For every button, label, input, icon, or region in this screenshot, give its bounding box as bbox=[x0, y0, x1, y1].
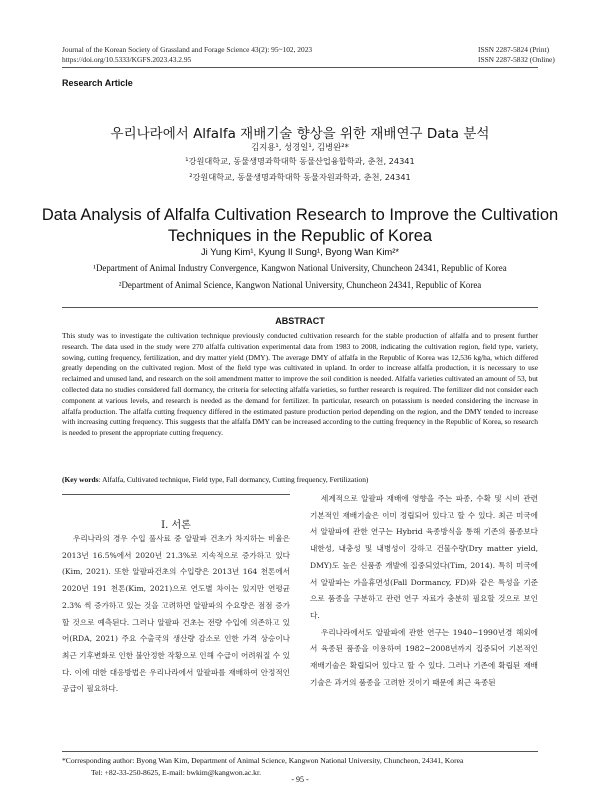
doi-link[interactable]: https://doi.org/10.5333/KGFS.2023.43.2.95 bbox=[62, 55, 192, 64]
abstract-text: This study was to investigate the cultivation technique previously conducted cultivation research for the stable production of alfalfa and to present further research. The data used in the study were 270 alfalfa cultivation experimental data from 1983 to 2008, indicating the cultivation region, field type, variety, sowing, cutting frequency, fertilization, and dry matter yield (DMY). The average DMY of alfalfa in the Republic of Korea was 12,536 kg/ha, which differed greatly depending on the cultivated region. Most of the field type was cultivated in upland. In order to increase alfalfa production, it is necessary to use reclaimed and unused land, and research on the soil amendment matter to improve the soil condition is needed. Alfalfa varieties cultivated an amount of 53, but collected data no studies considered fall dormancy, the criteria for selecting alfalfa varieties, so further research is required. The fertilizer did not consider each component at various levels, and research is needed as the demand for fertilizer. In particular, research on potassium is needed considering the increase in alfalfa production. The alfalfa cutting frequency differed in the estimated pasture production period depending on the region, and the DMY tended to increase with increasing cutting frequency. This suggests that the alfalfa DMY can be increased according to the cutting frequency in the Republic of Korea, so research is needed to present the appropriate cutting frequency. bbox=[62, 331, 538, 438]
korean-affiliation-1: ¹강원대학교, 동물생명과학대학 동물산업융합학과, 춘천, 24341 bbox=[185, 156, 415, 166]
body-paragraph: 우리나라에서도 알팔파에 관한 연구는 1940~1990년경 해외에서 육종된 품종을 이용하여 1982~2008년까지 집중되어 기본적인 재배기술은 확립되어 있다고 할 수 있다. 그러나 기존에 확립된 재배기술은 과거의 품종을 고려한 것이기 때문에 최근 육종된 bbox=[310, 627, 538, 687]
korean-affiliation-2: ²강원대학교, 동물생명과학대학 동물자원과학과, 춘천, 24341 bbox=[189, 172, 411, 182]
korean-authors: 김지용¹, 성경일¹, 김병완²* bbox=[251, 142, 349, 152]
english-affiliation-2: ²Department of Animal Science, Kangwon National University, Chuncheon 24341, Republic of Korea bbox=[118, 280, 482, 290]
journal-citation: Journal of the Korean Society of Grassland and Forage Science 43(2): 95~102, 2023 bbox=[62, 45, 313, 54]
running-header bbox=[62, 45, 312, 65]
body-paragraph: 우리나라의 경우 수입 풀사료 중 알팔파 건초가 차지하는 비율은 2013년 16.5%에서 2020년 21.3%로 지속적으로 증가하고 있다(Kim, 2021). 또한 알팔파건초의 수입량은 2013년 164 천톤에서 2020년 191 천톤(Kim, 2021)으로 연도별 차이는 있지만 연평균 2.3% 씩 증가하고 있는 것을 고려하면 알팔파의 수요량은 점점 증가할 것으로 예측된다. 그러나 알팔파 건초는 전량 수입에 의존하고 있어(RDA, 2021) 주요 수출국의 생산량 감소로 인한 가격 상승이나 최근 기후변화로 인한 불안정한 작황으로 인해 수급이 어려워질 수 있다. 이에 대한 대응방법은 우리나라에서 알팔파를 재배하여 안정적인 공급이 필요하다. bbox=[62, 534, 290, 694]
issn-print: ISSN 2287-5824 (Print) bbox=[478, 45, 550, 54]
page-number: - 95 - bbox=[291, 775, 309, 784]
section-heading-introduction: Ⅰ. 서론 bbox=[161, 520, 191, 531]
keywords bbox=[62, 475, 538, 484]
body-paragraph: 세계적으로 알팔파 재배에 영향을 주는 파종, 수확 및 시비 관련 기본적인 재배기술은 이미 정립되어 있다고 할 수 있다. 최근 미국에서 알팔파에 관한 연구는 Hybrid 육종방식을 통해 기존의 품종보다 내한성, 내충성 및 내병성이 강하고 건물수량(Dry matter yield, DMY)도 높은 신품종 개발에 집중되었다(Tim, 2014). 특히 미국에서 알팔파는 가을휴면성(Fall Dormancy, FD)와 같은 특성을 기준으로 품종을 구분하고 관련 연구 자료가 충분히 필요할 것으로 보인다. bbox=[310, 494, 538, 620]
keywords-list: : Alfalfa, Cultivated technique, Field type, Fall dormancy, Cutting frequency, Fertilization) bbox=[98, 475, 369, 484]
korean-title: 우리나라에서 Alfalfa 재배기술 향상을 위한 재배연구 Data 분석 bbox=[110, 126, 490, 142]
issn-online: ISSN 2287-5832 (Online) bbox=[478, 55, 555, 64]
english-title-line-2: Techniques in the Republic of Korea bbox=[167, 227, 433, 245]
abstract-top-divider bbox=[62, 307, 538, 308]
abstract-heading: ABSTRACT bbox=[275, 316, 325, 326]
english-title bbox=[40, 205, 560, 247]
keywords-label: (Key words bbox=[62, 475, 99, 484]
english-affiliation-1: ¹Department of Animal Industry Convergence, Kangwon National University, Chuncheon 24341, Republic of Korea bbox=[93, 263, 507, 273]
english-title-line-1: Data Analysis of Alfalfa Cultivation Research to Improve the Cultivation bbox=[41, 206, 559, 224]
body-column-right bbox=[310, 491, 538, 691]
article-type: Research Article bbox=[62, 78, 133, 88]
footnote-line-2: Tel: +82-33-250-8625, E-mail: bwkim@kangwon.ac.kr. bbox=[91, 768, 261, 777]
footnote-divider bbox=[62, 751, 538, 752]
footnote-line-1: *Corresponding author: Byong Wan Kim, Department of Animal Science, Kangwon National University, Chuncheon, 24341, Korea bbox=[62, 756, 464, 765]
body-column-left bbox=[62, 531, 290, 698]
issn-block bbox=[478, 45, 555, 65]
english-authors: Ji Yung Kim¹, Kyung Il Sung¹, Byong Wan Kim²* bbox=[200, 246, 399, 257]
keywords-divider bbox=[62, 494, 290, 495]
header-divider bbox=[62, 67, 538, 68]
